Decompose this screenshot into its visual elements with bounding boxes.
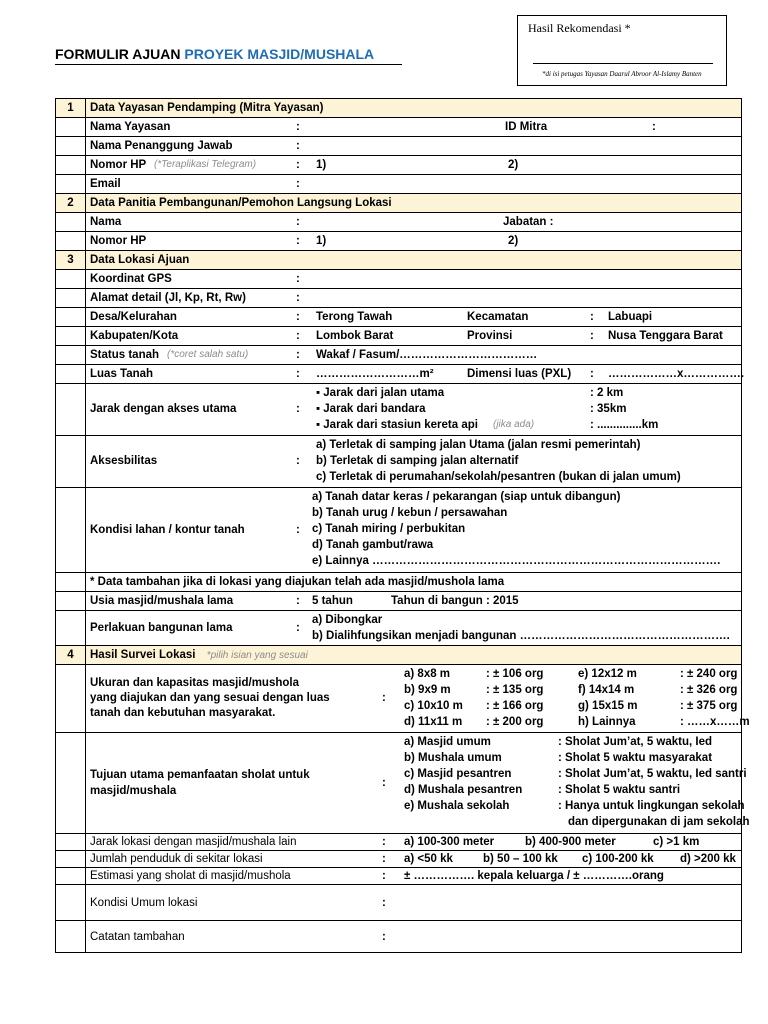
row-aksesbilitas (56, 436, 742, 488)
jarak-kereta: ▪ Jarak dari stasiun kereta api (316, 419, 478, 431)
kapasitas-b: : ± 135 org (486, 684, 544, 696)
value-kabupaten: Lombok Barat (316, 330, 394, 342)
option-2: 2) (508, 235, 519, 247)
option-penduduk-b[interactable]: b) 50 – 100 kk (483, 853, 558, 865)
value-provinsi: Nusa Tenggara Barat (608, 330, 723, 342)
option-jarak-a[interactable]: a) 100-300 meter (404, 836, 495, 848)
row-gps (56, 270, 742, 289)
label-ukuran-1: Ukuran dan kapasitas masjid/mushola (90, 677, 299, 689)
option-jarak-c[interactable]: c) >1 km (653, 836, 700, 848)
colon: : (296, 455, 300, 467)
note-data-tambahan: * Data tambahan jika di lokasi yang diajukan telah ada masjid/mushola lama (86, 573, 742, 592)
option-kondisi-a[interactable]: a) Tanah datar keras / pekarangan (siap untuk dibangun) (312, 491, 621, 503)
row-kondisi-lahan (56, 488, 742, 573)
colon: : (382, 853, 386, 865)
note-coret: (*coret salah satu) (167, 349, 249, 360)
label-gps: Koordinat GPS (90, 273, 172, 285)
colon: : (382, 692, 386, 704)
row-alamat (56, 289, 742, 308)
colon: : (296, 216, 300, 228)
label-id-mitra: ID Mitra (505, 121, 548, 133)
row-status-tanah (56, 346, 742, 365)
option-1: 1) (316, 235, 327, 247)
option-akses-a[interactable]: a) Terletak di samping jalan Utama (jalan resmi pemerintah) (316, 439, 641, 451)
colon: : (590, 368, 594, 380)
label-kondisi-umum: Kondisi Umum lokasi (90, 896, 198, 909)
kapasitas-c: : ± 166 org (486, 700, 544, 712)
section-title (86, 646, 742, 665)
colon: : (296, 235, 300, 247)
label-tujuan-1: Tujuan utama pemanfaatan sholat untuk (90, 769, 310, 781)
option-akses-c[interactable]: c) Terletak di perumahan/sekolah/pesantren (bukan di jalan umum) (316, 471, 681, 483)
form-table (55, 98, 750, 953)
label-jarak-akses: Jarak dengan akses utama (90, 403, 237, 415)
value-status-tanah: Wakaf / Fasum/……………………………… (316, 349, 538, 361)
jarak-jalan-value: : 2 km (590, 387, 624, 399)
form-title-part1: FORMULIR AJUAN (55, 46, 181, 62)
option-penduduk-a[interactable]: a) <50 kk (404, 853, 453, 865)
option-tujuan-a[interactable]: a) Masjid umum (404, 736, 491, 748)
recommendation-box (517, 15, 727, 86)
colon: : (382, 896, 386, 909)
colon: : (296, 368, 300, 380)
section-1-header (56, 99, 742, 118)
row-nama-yayasan (56, 118, 742, 137)
tujuan-a-desc: : Sholat Jum’at, 5 waktu, Ied (558, 736, 713, 748)
row-jarak-akses (56, 384, 742, 436)
label-jabatan: Jabatan : (503, 216, 554, 228)
option-tujuan-b[interactable]: b) Mushala umum (404, 752, 502, 764)
note-telegram: (*Teraplikasi Telegram) (154, 159, 257, 170)
form-title-part2: PROYEK MASJID/MUSHALA (184, 46, 375, 62)
row-desa (56, 308, 742, 327)
label-desa: Desa/Kelurahan (90, 311, 177, 323)
colon: : (296, 273, 300, 285)
colon: : (382, 836, 386, 848)
tujuan-d-desc: : Sholat 5 waktu santri (558, 784, 681, 796)
label-penanggung-jawab: Nama Penanggung Jawab (90, 140, 233, 152)
section-number: 2 (56, 194, 86, 213)
row-jumlah-penduduk (56, 851, 742, 868)
tujuan-c-desc: : Sholat Jum’at, 5 waktu, Ied santri (558, 768, 747, 780)
colon: : (296, 292, 300, 304)
row-perlakuan (56, 611, 742, 646)
option-kondisi-b[interactable]: b) Tanah urug / kebun / persawahan (312, 507, 508, 519)
row-data-tambahan (56, 573, 742, 592)
label-nomor-hp: Nomor HP (90, 159, 147, 171)
option-kondisi-d[interactable]: d) Tanah gambut/rawa (312, 539, 434, 551)
section-title: Data Lokasi Ajuan (86, 251, 742, 270)
note-jika-ada: (jika ada) (493, 419, 535, 430)
value-usia: 5 tahun (312, 595, 353, 607)
colon: : (296, 178, 300, 190)
colon: : (296, 121, 300, 133)
label-kondisi-lahan: Kondisi lahan / kontur tanah (90, 524, 245, 536)
section-number: 1 (56, 99, 86, 118)
option-perlakuan-b[interactable]: b) Dialihfungsikan menjadi bangunan ………………………………………………. (312, 630, 730, 642)
option-kondisi-c[interactable]: c) Tanah miring / perbukitan (312, 523, 466, 535)
row-kondisi-umum (56, 885, 742, 921)
row-nomor-hp-panitia (56, 232, 742, 251)
row-usia-masjid (56, 592, 742, 611)
jarak-kereta-value: : ..............km (590, 419, 659, 431)
jarak-jalan: ▪ Jarak dari jalan utama (316, 387, 445, 399)
kapasitas-a: : ± 106 org (486, 668, 544, 680)
kapasitas-e: : ± 240 org (680, 668, 738, 680)
colon: : (296, 330, 300, 342)
recommendation-note: *di isi petugas Yayasan Daarul Abroor Al-Islamy Banten (542, 70, 702, 78)
value-tahun-bangun: Tahun di bangun : 2015 (391, 595, 519, 607)
row-luas-tanah (56, 365, 742, 384)
option-akses-b[interactable]: b) Terletak di samping jalan alternatif (316, 455, 519, 467)
label-email: Email (90, 178, 121, 190)
option-ukuran-b[interactable]: b) 9x9 m (404, 684, 451, 696)
row-kabupaten (56, 327, 742, 346)
option-kondisi-e[interactable]: e) Lainnya ………………………………………………………………………………. (312, 555, 721, 567)
option-ukuran-a[interactable]: a) 8x8 m (404, 668, 451, 680)
label-tujuan-2: masjid/mushala (90, 785, 177, 797)
kapasitas-h: : ……x……m (680, 716, 750, 728)
colon: : (652, 121, 656, 133)
value-estimasi: ± ……………. kepala keluarga / ± ………….orang (404, 870, 664, 882)
form-title (55, 46, 374, 62)
tujuan-e-desc: : Hanya untuk lingkungan sekolah (558, 800, 745, 812)
section-title: Data Yayasan Pendamping (Mitra Yayasan) (86, 99, 742, 118)
label-status-tanah: Status tanah (90, 349, 160, 361)
tujuan-b-desc: : Sholat 5 waktu masyarakat (558, 752, 713, 764)
colon: : (382, 777, 386, 789)
row-tujuan-utama (56, 733, 742, 834)
colon: : (382, 870, 386, 882)
label-provinsi: Provinsi (467, 330, 513, 342)
kapasitas-g: : ± 375 org (680, 700, 738, 712)
colon: : (296, 349, 300, 361)
colon: : (296, 403, 300, 415)
label-jumlah-penduduk: Jumlah penduduk di sekitar lokasi (90, 853, 263, 865)
colon: : (296, 140, 300, 152)
tujuan-e-desc-2: dan dipergunakan di jam sekolah (568, 816, 750, 828)
colon: : (296, 524, 300, 536)
row-jarak-masjid-lain (56, 834, 742, 851)
row-catatan-tambahan (56, 921, 742, 953)
recommendation-line[interactable] (533, 63, 713, 64)
label-nama-yayasan: Nama Yayasan (90, 121, 171, 133)
value-luas-tanah: ………………………m² (316, 368, 434, 380)
label-usia-masjid: Usia masjid/mushala lama (90, 595, 234, 607)
option-ukuran-c[interactable]: c) 10x10 m (404, 700, 463, 712)
section-title: Data Panitia Pembangunan/Pemohon Langsung Lokasi (86, 194, 742, 213)
kapasitas-d: : ± 200 org (486, 716, 544, 728)
option-2: 2) (508, 159, 519, 171)
label-nama: Nama (90, 216, 122, 228)
label-luas-tanah: Luas Tanah (90, 368, 154, 380)
value-dimensi: ………………x……………. (608, 368, 745, 380)
colon: : (296, 595, 300, 607)
jarak-bandara: ▪ Jarak dari bandara (316, 403, 426, 415)
option-penduduk-d[interactable]: d) >200 kk (680, 853, 736, 865)
option-1: 1) (316, 159, 327, 171)
option-tujuan-d[interactable]: d) Mushala pesantren (404, 784, 523, 796)
colon: : (590, 311, 594, 323)
label-alamat: Alamat detail (Jl, Kp, Rt, Rw) (90, 292, 246, 304)
label-aksesbilitas: Aksesbilitas (90, 455, 158, 467)
option-penduduk-c[interactable]: c) 100-200 kk (582, 853, 654, 865)
row-nomor-hp-yayasan (56, 156, 742, 175)
section-number: 3 (56, 251, 86, 270)
jarak-bandara-value: : 35km (590, 403, 627, 415)
value-kecamatan: Labuapi (608, 311, 653, 323)
option-ukuran-f[interactable]: f) 14x14 m (578, 684, 635, 696)
note-pilih-isian: *pilih isian yang sesuai (206, 649, 308, 661)
label-jarak-masjid-lain: Jarak lokasi dengan masjid/mushala lain (90, 836, 297, 848)
label-perlakuan: Perlakuan bangunan lama (90, 622, 233, 634)
label-catatan-tambahan: Catatan tambahan (90, 930, 185, 943)
option-ukuran-e[interactable]: e) 12x12 m (578, 668, 637, 680)
option-tujuan-e[interactable]: e) Mushala sekolah (404, 800, 510, 812)
option-tujuan-c[interactable]: c) Masjid pesantren (404, 768, 512, 780)
label-kecamatan: Kecamatan (467, 311, 529, 323)
colon: : (296, 159, 300, 171)
option-ukuran-h[interactable]: h) Lainnya (578, 716, 636, 728)
section-4-header (56, 646, 742, 665)
label-ukuran-2: yang diajukan dan yang sesuai dengan luas (90, 692, 330, 704)
colon: : (296, 311, 300, 323)
row-email (56, 175, 742, 194)
section-number: 4 (56, 646, 86, 665)
recommendation-title: Hasil Rekomendasi * (528, 21, 631, 35)
label-dimensi: Dimensi luas (PXL) (467, 368, 572, 380)
row-ukuran-kapasitas (56, 665, 742, 733)
option-perlakuan-a[interactable]: a) Dibongkar (312, 614, 383, 626)
row-nama-panitia (56, 213, 742, 232)
colon: : (296, 622, 300, 634)
label-estimasi: Estimasi yang sholat di masjid/mushola (90, 870, 291, 882)
kapasitas-f: : ± 326 org (680, 684, 738, 696)
section-3-header (56, 251, 742, 270)
colon: : (590, 330, 594, 342)
colon: : (382, 930, 386, 943)
value-desa: Terong Tawah (316, 311, 393, 323)
row-penanggung-jawab (56, 137, 742, 156)
label-ukuran-3: tanah dan kebutuhan masyarakat. (90, 707, 276, 719)
option-ukuran-d[interactable]: d) 11x11 m (404, 716, 463, 728)
section-2-header (56, 194, 742, 213)
form-title-underline (55, 64, 402, 65)
option-ukuran-g[interactable]: g) 15x15 m (578, 700, 638, 712)
option-jarak-b[interactable]: b) 400-900 meter (525, 836, 616, 848)
section-title-text: Hasil Survei Lokasi (90, 648, 196, 661)
label-kabupaten: Kabupaten/Kota (90, 330, 179, 342)
label-nomor-hp: Nomor HP (90, 235, 147, 247)
row-estimasi (56, 868, 742, 885)
